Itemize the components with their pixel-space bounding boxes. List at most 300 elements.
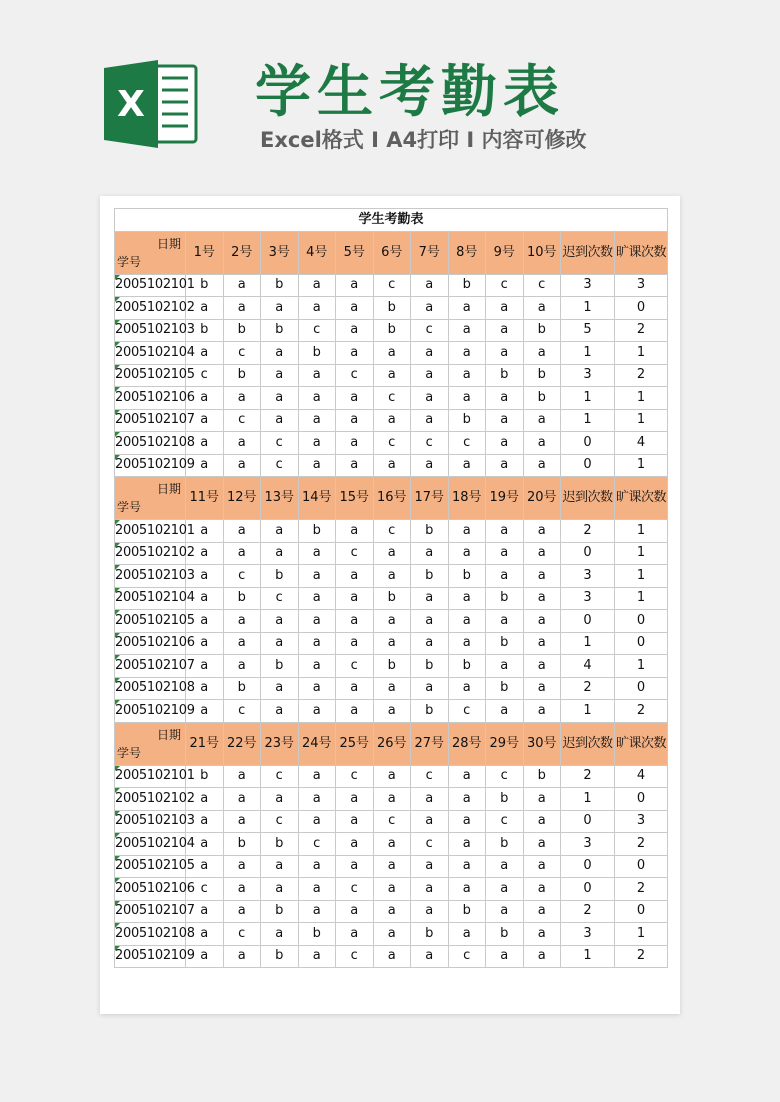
attendance-cell[interactable]: a xyxy=(486,454,524,477)
attendance-cell[interactable]: a xyxy=(523,945,561,968)
attendance-cell[interactable]: a xyxy=(261,364,299,387)
attendance-cell[interactable]: a xyxy=(523,900,561,923)
attendance-cell[interactable]: a xyxy=(223,788,261,811)
attendance-cell[interactable]: a xyxy=(411,945,449,968)
attendance-cell[interactable]: a xyxy=(336,432,374,455)
attendance-cell[interactable]: a xyxy=(373,923,411,946)
attendance-cell[interactable]: a xyxy=(298,364,336,387)
day-header-cell[interactable]: 23号 xyxy=(261,722,299,765)
attendance-cell[interactable]: b xyxy=(448,900,486,923)
attendance-cell[interactable]: c xyxy=(261,432,299,455)
late-count-cell[interactable]: 2 xyxy=(561,765,615,788)
attendance-cell[interactable]: a xyxy=(223,387,261,410)
attendance-cell[interactable]: a xyxy=(261,542,299,565)
absent-count-cell[interactable]: 4 xyxy=(615,765,668,788)
attendance-cell[interactable]: b xyxy=(186,319,224,342)
attendance-cell[interactable]: a xyxy=(336,788,374,811)
attendance-cell[interactable]: a xyxy=(411,387,449,410)
attendance-cell[interactable]: b xyxy=(373,319,411,342)
attendance-cell[interactable]: c xyxy=(336,878,374,901)
day-header-cell[interactable]: 18号 xyxy=(448,477,486,520)
attendance-cell[interactable]: c xyxy=(486,765,524,788)
attendance-cell[interactable]: c xyxy=(448,432,486,455)
attendance-cell[interactable]: a xyxy=(523,923,561,946)
corner-header-cell[interactable] xyxy=(115,722,186,765)
attendance-cell[interactable]: a xyxy=(261,788,299,811)
attendance-cell[interactable]: a xyxy=(186,900,224,923)
attendance-cell[interactable]: c xyxy=(186,364,224,387)
attendance-cell[interactable]: a xyxy=(373,565,411,588)
attendance-cell[interactable]: b xyxy=(373,297,411,320)
attendance-cell[interactable]: a xyxy=(261,855,299,878)
attendance-cell[interactable]: a xyxy=(448,520,486,543)
attendance-cell[interactable]: b xyxy=(486,587,524,610)
attendance-cell[interactable]: a xyxy=(373,677,411,700)
attendance-cell[interactable]: a xyxy=(261,700,299,723)
late-count-cell[interactable]: 2 xyxy=(561,900,615,923)
attendance-cell[interactable]: a xyxy=(336,587,374,610)
attendance-cell[interactable]: c xyxy=(336,765,374,788)
attendance-cell[interactable]: a xyxy=(186,432,224,455)
day-header-cell[interactable]: 25号 xyxy=(336,722,374,765)
attendance-cell[interactable]: b xyxy=(261,833,299,856)
attendance-cell[interactable]: a xyxy=(448,810,486,833)
attendance-cell[interactable]: c xyxy=(411,432,449,455)
attendance-cell[interactable]: a xyxy=(373,454,411,477)
attendance-cell[interactable]: a xyxy=(223,765,261,788)
student-id-cell[interactable]: 2005102101 xyxy=(115,274,186,297)
attendance-cell[interactable]: a xyxy=(448,387,486,410)
day-header-cell[interactable]: 7号 xyxy=(411,231,449,274)
absent-count-cell[interactable]: 2 xyxy=(615,878,668,901)
absent-count-cell[interactable]: 1 xyxy=(615,655,668,678)
attendance-cell[interactable]: a xyxy=(336,387,374,410)
attendance-cell[interactable]: b xyxy=(373,587,411,610)
attendance-cell[interactable]: a xyxy=(298,587,336,610)
day-header-cell[interactable]: 3号 xyxy=(261,231,299,274)
absent-count-cell[interactable]: 1 xyxy=(615,923,668,946)
student-id-cell[interactable]: 2005102105 xyxy=(115,610,186,633)
attendance-cell[interactable]: c xyxy=(411,833,449,856)
attendance-cell[interactable]: a xyxy=(223,610,261,633)
absent-count-header[interactable]: 旷课次数 xyxy=(615,231,668,274)
attendance-cell[interactable]: c xyxy=(223,342,261,365)
late-count-cell[interactable]: 3 xyxy=(561,923,615,946)
absent-count-cell[interactable]: 0 xyxy=(615,610,668,633)
attendance-cell[interactable]: a xyxy=(261,342,299,365)
attendance-cell[interactable]: b xyxy=(223,364,261,387)
late-count-cell[interactable]: 0 xyxy=(561,454,615,477)
student-id-cell[interactable]: 2005102109 xyxy=(115,945,186,968)
attendance-cell[interactable]: a xyxy=(411,900,449,923)
attendance-cell[interactable]: b xyxy=(298,520,336,543)
late-count-cell[interactable]: 1 xyxy=(561,632,615,655)
attendance-cell[interactable]: a xyxy=(523,587,561,610)
absent-count-cell[interactable]: 2 xyxy=(615,364,668,387)
day-header-cell[interactable]: 1号 xyxy=(186,231,224,274)
attendance-cell[interactable]: c xyxy=(336,945,374,968)
attendance-cell[interactable]: c xyxy=(186,878,224,901)
attendance-cell[interactable]: a xyxy=(448,342,486,365)
attendance-cell[interactable]: b xyxy=(186,274,224,297)
attendance-cell[interactable]: b xyxy=(486,833,524,856)
student-id-cell[interactable]: 2005102102 xyxy=(115,788,186,811)
attendance-cell[interactable]: a xyxy=(223,855,261,878)
attendance-cell[interactable]: a xyxy=(486,297,524,320)
attendance-cell[interactable]: c xyxy=(298,833,336,856)
attendance-cell[interactable]: a xyxy=(448,542,486,565)
attendance-cell[interactable]: a xyxy=(223,542,261,565)
day-header-cell[interactable]: 29号 xyxy=(486,722,524,765)
attendance-cell[interactable]: b xyxy=(448,655,486,678)
student-id-cell[interactable]: 2005102106 xyxy=(115,632,186,655)
attendance-cell[interactable]: c xyxy=(411,765,449,788)
student-id-cell[interactable]: 2005102105 xyxy=(115,364,186,387)
day-header-cell[interactable]: 11号 xyxy=(186,477,224,520)
attendance-cell[interactable]: a xyxy=(336,833,374,856)
student-id-cell[interactable]: 2005102106 xyxy=(115,878,186,901)
attendance-cell[interactable]: a xyxy=(411,810,449,833)
attendance-cell[interactable]: a xyxy=(186,610,224,633)
attendance-cell[interactable]: a xyxy=(411,587,449,610)
attendance-cell[interactable]: a xyxy=(298,655,336,678)
attendance-cell[interactable]: a xyxy=(373,632,411,655)
attendance-cell[interactable]: c xyxy=(336,655,374,678)
attendance-cell[interactable]: b xyxy=(411,655,449,678)
attendance-cell[interactable]: a xyxy=(298,810,336,833)
attendance-cell[interactable]: a xyxy=(298,565,336,588)
day-header-cell[interactable]: 22号 xyxy=(223,722,261,765)
attendance-cell[interactable]: a xyxy=(223,655,261,678)
attendance-cell[interactable]: a xyxy=(373,700,411,723)
attendance-cell[interactable]: a xyxy=(298,454,336,477)
attendance-cell[interactable]: c xyxy=(261,454,299,477)
late-count-cell[interactable]: 0 xyxy=(561,610,615,633)
late-count-cell[interactable]: 1 xyxy=(561,409,615,432)
attendance-cell[interactable]: a xyxy=(223,432,261,455)
absent-count-cell[interactable]: 3 xyxy=(615,810,668,833)
attendance-cell[interactable]: a xyxy=(448,923,486,946)
day-header-cell[interactable]: 8号 xyxy=(448,231,486,274)
attendance-cell[interactable]: a xyxy=(448,677,486,700)
attendance-cell[interactable]: a xyxy=(298,677,336,700)
attendance-cell[interactable]: a xyxy=(261,297,299,320)
attendance-cell[interactable]: a xyxy=(186,409,224,432)
attendance-cell[interactable]: a xyxy=(336,520,374,543)
attendance-cell[interactable]: b xyxy=(223,833,261,856)
absent-count-cell[interactable]: 1 xyxy=(615,565,668,588)
day-header-cell[interactable]: 30号 xyxy=(523,722,561,765)
attendance-cell[interactable]: c xyxy=(373,274,411,297)
attendance-cell[interactable]: a xyxy=(523,855,561,878)
absent-count-cell[interactable]: 1 xyxy=(615,342,668,365)
day-header-cell[interactable]: 21号 xyxy=(186,722,224,765)
late-count-header[interactable]: 迟到次数 xyxy=(561,722,615,765)
day-header-cell[interactable]: 13号 xyxy=(261,477,299,520)
student-id-cell[interactable]: 2005102103 xyxy=(115,319,186,342)
absent-count-cell[interactable]: 0 xyxy=(615,900,668,923)
attendance-cell[interactable]: a xyxy=(523,632,561,655)
attendance-cell[interactable]: a xyxy=(486,342,524,365)
late-count-cell[interactable]: 1 xyxy=(561,342,615,365)
day-header-cell[interactable]: 28号 xyxy=(448,722,486,765)
day-header-cell[interactable]: 6号 xyxy=(373,231,411,274)
attendance-cell[interactable]: b xyxy=(223,319,261,342)
attendance-cell[interactable]: a xyxy=(186,833,224,856)
late-count-cell[interactable]: 3 xyxy=(561,565,615,588)
student-id-cell[interactable]: 2005102107 xyxy=(115,409,186,432)
attendance-cell[interactable]: a xyxy=(486,610,524,633)
attendance-cell[interactable]: a xyxy=(298,632,336,655)
absent-count-cell[interactable]: 2 xyxy=(615,833,668,856)
attendance-cell[interactable]: c xyxy=(448,945,486,968)
late-count-cell[interactable]: 0 xyxy=(561,542,615,565)
attendance-cell[interactable]: a xyxy=(186,923,224,946)
attendance-cell[interactable]: a xyxy=(523,454,561,477)
attendance-cell[interactable]: a xyxy=(411,409,449,432)
attendance-cell[interactable]: b xyxy=(411,565,449,588)
attendance-cell[interactable]: a xyxy=(298,610,336,633)
attendance-cell[interactable]: b xyxy=(298,923,336,946)
attendance-cell[interactable]: a xyxy=(373,364,411,387)
attendance-cell[interactable]: a xyxy=(411,454,449,477)
attendance-cell[interactable]: b xyxy=(261,565,299,588)
attendance-cell[interactable]: a xyxy=(261,610,299,633)
absent-count-cell[interactable]: 0 xyxy=(615,677,668,700)
attendance-cell[interactable]: c xyxy=(373,810,411,833)
student-id-cell[interactable]: 2005102103 xyxy=(115,810,186,833)
attendance-cell[interactable]: c xyxy=(373,520,411,543)
attendance-cell[interactable]: a xyxy=(373,833,411,856)
attendance-cell[interactable]: a xyxy=(523,610,561,633)
attendance-cell[interactable]: a xyxy=(336,297,374,320)
student-id-cell[interactable]: 2005102108 xyxy=(115,923,186,946)
day-header-cell[interactable]: 15号 xyxy=(336,477,374,520)
attendance-cell[interactable]: a xyxy=(298,765,336,788)
attendance-cell[interactable]: b xyxy=(186,765,224,788)
attendance-cell[interactable]: a xyxy=(523,788,561,811)
late-count-cell[interactable]: 4 xyxy=(561,655,615,678)
attendance-cell[interactable]: a xyxy=(486,409,524,432)
attendance-cell[interactable]: a xyxy=(223,878,261,901)
attendance-cell[interactable]: a xyxy=(448,319,486,342)
attendance-cell[interactable]: a xyxy=(336,342,374,365)
late-count-cell[interactable]: 3 xyxy=(561,364,615,387)
attendance-cell[interactable]: a xyxy=(486,700,524,723)
attendance-cell[interactable]: b xyxy=(223,587,261,610)
attendance-cell[interactable]: a xyxy=(336,810,374,833)
attendance-cell[interactable]: a xyxy=(486,319,524,342)
attendance-cell[interactable]: a xyxy=(523,409,561,432)
absent-count-cell[interactable]: 2 xyxy=(615,945,668,968)
late-count-cell[interactable]: 1 xyxy=(561,297,615,320)
late-count-cell[interactable]: 3 xyxy=(561,274,615,297)
attendance-cell[interactable]: a xyxy=(223,274,261,297)
student-id-cell[interactable]: 2005102106 xyxy=(115,387,186,410)
student-id-cell[interactable]: 2005102108 xyxy=(115,432,186,455)
attendance-cell[interactable]: b xyxy=(486,364,524,387)
attendance-cell[interactable]: a xyxy=(411,364,449,387)
absent-count-cell[interactable]: 3 xyxy=(615,274,668,297)
attendance-cell[interactable]: b xyxy=(523,765,561,788)
attendance-cell[interactable]: a xyxy=(411,274,449,297)
absent-count-cell[interactable]: 2 xyxy=(615,700,668,723)
attendance-cell[interactable]: a xyxy=(448,632,486,655)
student-id-cell[interactable]: 2005102104 xyxy=(115,342,186,365)
student-id-cell[interactable]: 2005102107 xyxy=(115,655,186,678)
absent-count-cell[interactable]: 0 xyxy=(615,632,668,655)
student-id-cell[interactable]: 2005102107 xyxy=(115,900,186,923)
attendance-cell[interactable]: a xyxy=(336,923,374,946)
attendance-cell[interactable]: c xyxy=(486,274,524,297)
absent-count-cell[interactable]: 1 xyxy=(615,454,668,477)
attendance-cell[interactable]: a xyxy=(336,409,374,432)
attendance-cell[interactable]: b xyxy=(223,677,261,700)
attendance-cell[interactable]: c xyxy=(261,765,299,788)
late-count-cell[interactable]: 0 xyxy=(561,855,615,878)
attendance-cell[interactable]: a xyxy=(223,900,261,923)
attendance-cell[interactable]: b xyxy=(448,565,486,588)
student-id-cell[interactable]: 2005102101 xyxy=(115,765,186,788)
day-header-cell[interactable]: 9号 xyxy=(486,231,524,274)
attendance-cell[interactable]: c xyxy=(448,700,486,723)
attendance-cell[interactable]: a xyxy=(186,632,224,655)
corner-header-cell[interactable] xyxy=(115,477,186,520)
attendance-cell[interactable]: a xyxy=(298,900,336,923)
attendance-cell[interactable]: a xyxy=(486,542,524,565)
student-id-cell[interactable]: 2005102109 xyxy=(115,700,186,723)
attendance-cell[interactable]: a xyxy=(223,520,261,543)
late-count-cell[interactable]: 0 xyxy=(561,432,615,455)
attendance-cell[interactable]: b xyxy=(261,900,299,923)
attendance-cell[interactable]: a xyxy=(486,432,524,455)
attendance-cell[interactable]: b xyxy=(523,387,561,410)
attendance-cell[interactable]: a xyxy=(298,297,336,320)
attendance-cell[interactable]: c xyxy=(336,542,374,565)
attendance-cell[interactable]: a xyxy=(298,432,336,455)
attendance-cell[interactable]: a xyxy=(448,788,486,811)
attendance-cell[interactable]: a xyxy=(373,409,411,432)
absent-count-cell[interactable]: 1 xyxy=(615,587,668,610)
attendance-cell[interactable]: c xyxy=(223,923,261,946)
attendance-cell[interactable]: a xyxy=(261,520,299,543)
attendance-cell[interactable]: a xyxy=(486,655,524,678)
attendance-cell[interactable]: a xyxy=(223,632,261,655)
late-count-cell[interactable]: 1 xyxy=(561,387,615,410)
attendance-cell[interactable]: a xyxy=(186,454,224,477)
attendance-cell[interactable]: b xyxy=(261,274,299,297)
student-id-cell[interactable]: 2005102104 xyxy=(115,833,186,856)
attendance-cell[interactable]: a xyxy=(223,810,261,833)
day-header-cell[interactable]: 27号 xyxy=(411,722,449,765)
attendance-cell[interactable]: a xyxy=(336,700,374,723)
attendance-cell[interactable]: a xyxy=(223,454,261,477)
attendance-cell[interactable]: a xyxy=(298,387,336,410)
late-count-cell[interactable]: 1 xyxy=(561,788,615,811)
attendance-cell[interactable]: a xyxy=(186,387,224,410)
attendance-cell[interactable]: a xyxy=(186,788,224,811)
day-header-cell[interactable]: 10号 xyxy=(523,231,561,274)
attendance-cell[interactable]: c xyxy=(261,587,299,610)
attendance-cell[interactable]: a xyxy=(336,610,374,633)
attendance-cell[interactable]: a xyxy=(261,632,299,655)
attendance-cell[interactable]: a xyxy=(186,855,224,878)
late-count-cell[interactable]: 5 xyxy=(561,319,615,342)
attendance-cell[interactable]: a xyxy=(186,655,224,678)
attendance-cell[interactable]: a xyxy=(261,677,299,700)
absent-count-cell[interactable]: 1 xyxy=(615,409,668,432)
attendance-cell[interactable]: a xyxy=(298,274,336,297)
attendance-cell[interactable]: a xyxy=(373,878,411,901)
student-id-cell[interactable]: 2005102102 xyxy=(115,542,186,565)
attendance-cell[interactable]: a xyxy=(523,700,561,723)
attendance-cell[interactable]: a xyxy=(448,587,486,610)
attendance-cell[interactable]: a xyxy=(186,810,224,833)
attendance-cell[interactable]: b xyxy=(261,319,299,342)
attendance-cell[interactable]: a xyxy=(411,297,449,320)
attendance-cell[interactable]: b xyxy=(448,274,486,297)
late-count-cell[interactable]: 0 xyxy=(561,810,615,833)
attendance-cell[interactable]: c xyxy=(523,274,561,297)
attendance-cell[interactable]: c xyxy=(261,810,299,833)
attendance-cell[interactable]: b xyxy=(486,677,524,700)
attendance-cell[interactable]: a xyxy=(486,387,524,410)
attendance-cell[interactable]: a xyxy=(336,900,374,923)
attendance-cell[interactable]: c xyxy=(373,432,411,455)
student-id-cell[interactable]: 2005102108 xyxy=(115,677,186,700)
attendance-cell[interactable]: b xyxy=(411,923,449,946)
absent-count-header[interactable]: 旷课次数 xyxy=(615,477,668,520)
day-header-cell[interactable]: 14号 xyxy=(298,477,336,520)
attendance-cell[interactable]: a xyxy=(486,855,524,878)
attendance-cell[interactable]: a xyxy=(448,364,486,387)
attendance-cell[interactable]: a xyxy=(523,878,561,901)
attendance-cell[interactable]: a xyxy=(411,610,449,633)
late-count-cell[interactable]: 2 xyxy=(561,520,615,543)
attendance-cell[interactable]: a xyxy=(223,297,261,320)
attendance-cell[interactable]: c xyxy=(336,364,374,387)
attendance-cell[interactable]: a xyxy=(298,878,336,901)
attendance-cell[interactable]: a xyxy=(523,342,561,365)
attendance-cell[interactable]: a xyxy=(298,855,336,878)
late-count-cell[interactable]: 3 xyxy=(561,833,615,856)
day-header-cell[interactable]: 17号 xyxy=(411,477,449,520)
attendance-cell[interactable]: b xyxy=(523,319,561,342)
attendance-cell[interactable]: c xyxy=(373,387,411,410)
attendance-cell[interactable]: a xyxy=(298,945,336,968)
attendance-cell[interactable]: a xyxy=(448,833,486,856)
student-id-cell[interactable]: 2005102104 xyxy=(115,587,186,610)
late-count-header[interactable]: 迟到次数 xyxy=(561,477,615,520)
attendance-cell[interactable]: a xyxy=(223,945,261,968)
attendance-cell[interactable]: a xyxy=(186,700,224,723)
attendance-cell[interactable]: b xyxy=(261,945,299,968)
day-header-cell[interactable]: 19号 xyxy=(486,477,524,520)
attendance-cell[interactable]: a xyxy=(298,542,336,565)
attendance-cell[interactable]: a xyxy=(336,632,374,655)
attendance-cell[interactable]: a xyxy=(448,765,486,788)
attendance-cell[interactable]: c xyxy=(411,319,449,342)
attendance-cell[interactable]: a xyxy=(298,788,336,811)
attendance-cell[interactable]: a xyxy=(523,432,561,455)
attendance-cell[interactable]: a xyxy=(261,409,299,432)
attendance-cell[interactable]: b xyxy=(486,632,524,655)
attendance-cell[interactable]: a xyxy=(523,677,561,700)
attendance-cell[interactable]: b xyxy=(373,655,411,678)
attendance-cell[interactable]: a xyxy=(336,274,374,297)
attendance-cell[interactable]: a xyxy=(448,878,486,901)
attendance-cell[interactable]: a xyxy=(261,923,299,946)
